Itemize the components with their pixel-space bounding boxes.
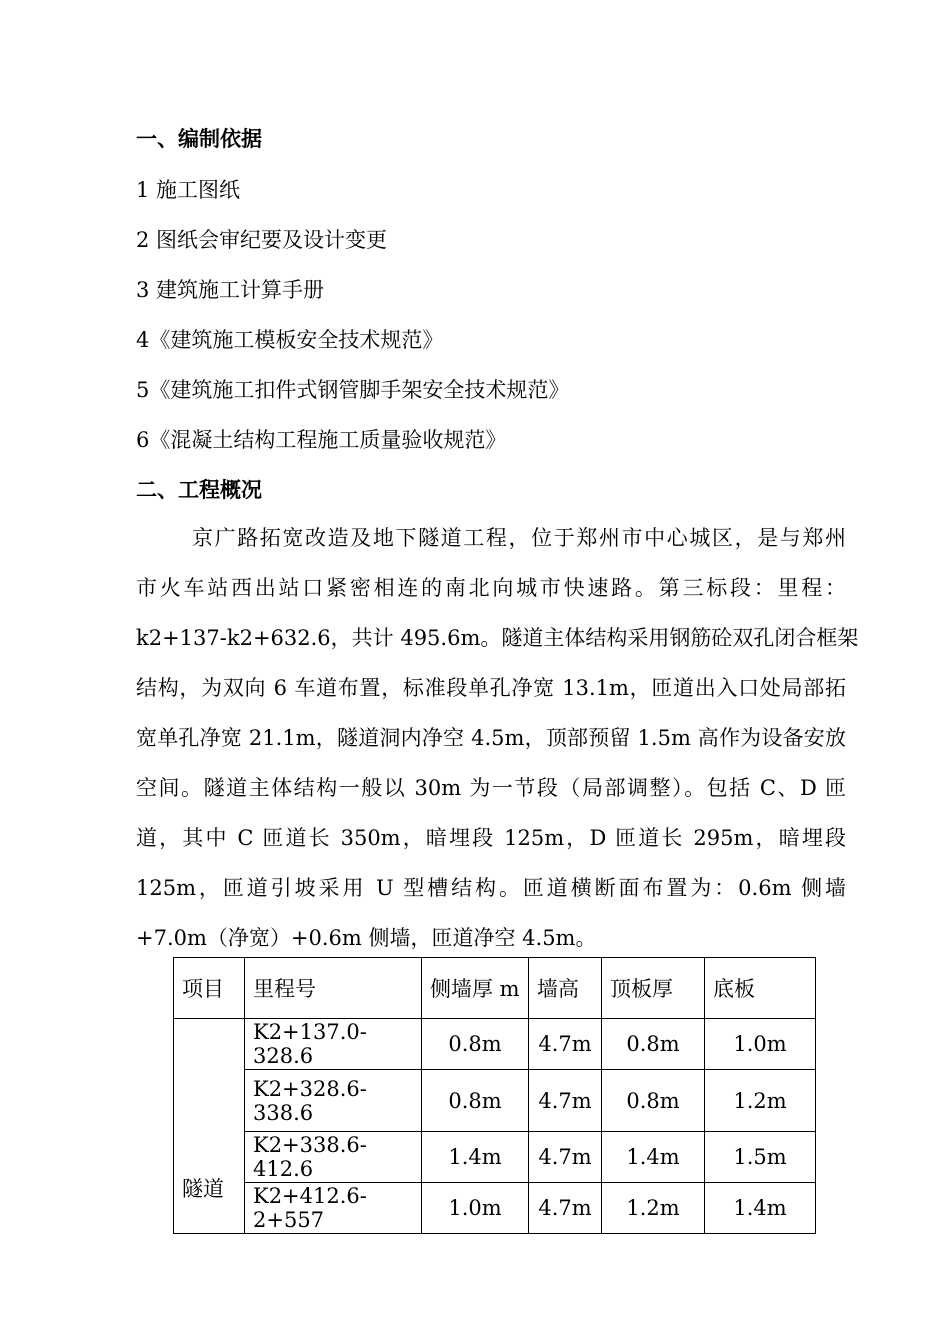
cell-wall-height: 4.7m [529, 1183, 602, 1234]
cell-wall-height: 4.7m [529, 1070, 602, 1132]
basis-item-4: 4《建筑施工模板安全技术规范》 [136, 328, 444, 352]
paragraph-line: 宽单孔净宽 21.1m，隧道洞内净空 4.5m，顶部预留 1.5m 高作为设备安放 [136, 726, 846, 750]
header-cell-bottom-slab: 底板 [705, 958, 816, 1019]
cell-wall-height: 4.7m [529, 1019, 602, 1070]
table-header-row [174, 958, 816, 1019]
cell-bottom-slab: 1.5m [705, 1132, 816, 1183]
table-row [174, 1019, 816, 1070]
header-cell-wall-height: 墙高 [529, 958, 602, 1019]
header-cell-item: 项目 [174, 958, 245, 1019]
cell-side-wall: 0.8m [422, 1019, 529, 1070]
cell-chainage: K2+137.0-328.6 [245, 1019, 422, 1070]
header-cell-chainage: 里程号 [245, 958, 422, 1019]
cell-roof-slab: 1.2m [602, 1183, 705, 1234]
basis-item-1: 1 施工图纸 [136, 178, 241, 202]
header-cell-side-wall: 侧墙厚 m [422, 958, 529, 1019]
paragraph-line: 市火车站西出站口紧密相连的南北向城市快速路。第三标段：里程： [136, 576, 846, 600]
group-label-tunnel: 隧道 [174, 1019, 245, 1234]
basis-item-5: 5《建筑施工扣件式钢管脚手架安全技术规范》 [136, 378, 570, 402]
section2-heading: 二、工程概况 [136, 478, 262, 502]
header-cell-roof-slab: 顶板厚 [602, 958, 705, 1019]
table-row [174, 1070, 816, 1132]
cell-roof-slab: 0.8m [602, 1019, 705, 1070]
cell-side-wall: 1.0m [422, 1183, 529, 1234]
project-overview-paragraph [136, 513, 859, 963]
paragraph-line: +7.0m（净宽）+0.6m 侧墙，匝道净空 4.5m。 [136, 926, 597, 950]
cell-bottom-slab: 1.0m [705, 1019, 816, 1070]
paragraph-line: 京广路拓宽改造及地下隧道工程，位于郑州市中心城区，是与郑州 [192, 526, 846, 550]
cell-bottom-slab: 1.4m [705, 1183, 816, 1234]
cell-chainage: K2+412.6-2+557 [245, 1183, 422, 1234]
cell-side-wall: 0.8m [422, 1070, 529, 1132]
table-row [174, 1132, 816, 1183]
table-row [174, 1183, 816, 1234]
paragraph-line: 125m，匝道引坡采用 U 型槽结构。匝道横断面布置为：0.6m 侧墙 [136, 876, 846, 900]
basis-item-6: 6《混凝土结构工程施工质量验收规范》 [136, 428, 507, 452]
cell-wall-height: 4.7m [529, 1132, 602, 1183]
basis-item-3: 3 建筑施工计算手册 [136, 278, 325, 302]
cell-chainage: K2+338.6-412.6 [245, 1132, 422, 1183]
paragraph-line: 结构，为双向 6 车道布置，标准段单孔净宽 13.1m，匝道出入口处局部拓 [136, 676, 846, 700]
paragraph-line: 空间。隧道主体结构一般以 30m 为一节段（局部调整）。包括 C、D 匝 [136, 776, 846, 800]
cell-roof-slab: 1.4m [602, 1132, 705, 1183]
basis-item-2: 2 图纸会审纪要及设计变更 [136, 228, 388, 252]
cell-roof-slab: 0.8m [602, 1070, 705, 1132]
paragraph-line: k2+137-k2+632.6，共计 495.6m。隧道主体结构采用钢筋砼双孔闭合框架 [136, 626, 859, 650]
section1-heading: 一、编制依据 [136, 127, 262, 151]
cell-chainage: K2+328.6-338.6 [245, 1070, 422, 1132]
cell-bottom-slab: 1.2m [705, 1070, 816, 1132]
tunnel-spec-table [173, 957, 816, 1234]
cell-side-wall: 1.4m [422, 1132, 529, 1183]
paragraph-line: 道，其中 C 匝道长 350m，暗埋段 125m，D 匝道长 295m，暗埋段 [136, 826, 846, 850]
